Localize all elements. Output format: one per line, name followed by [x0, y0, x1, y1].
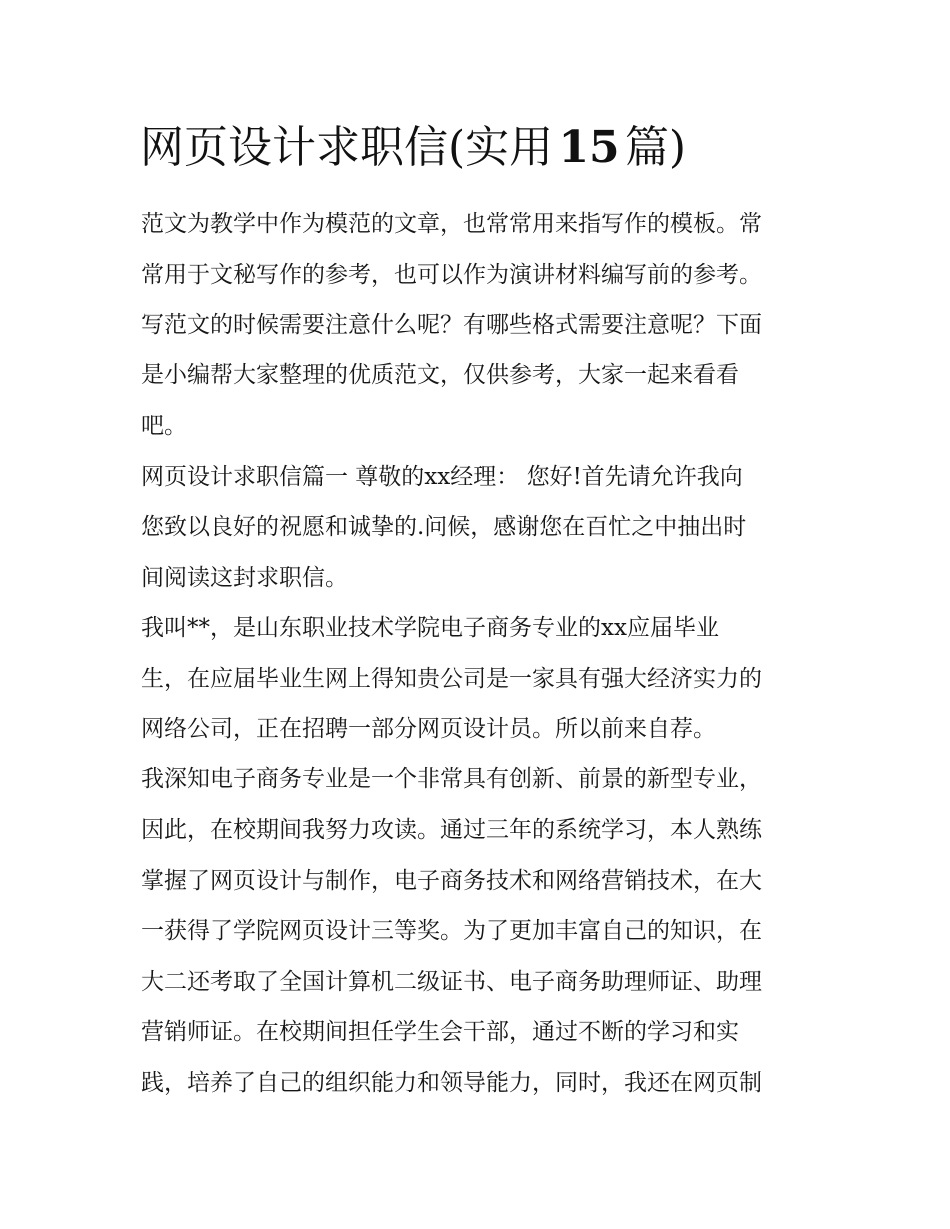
- body-line: 间阅读这封求职信。: [141, 565, 348, 591]
- body-line: 吧。: [141, 413, 187, 439]
- body-line: 营销师证。在校期间担任学生会干部，通过不断的学习和实: [141, 1019, 739, 1045]
- body-line: 大二还考取了全国计算机二级证书、电子商务助理师证、助理: [141, 969, 762, 995]
- document-title: [140, 118, 686, 178]
- body-line: 网络公司，正在招聘一部分网页设计员。所以前来自荐。: [141, 716, 716, 742]
- body-line: 因此，在校期间我努力攻读。通过三年的系统学习，本人熟练: [141, 817, 762, 843]
- body-line: 您致以良好的祝愿和诚挚的.问候，感谢您在百忙之中抽出时: [141, 514, 747, 540]
- body-line: 生，在应届毕业生网上得知贵公司是一家具有强大经济实力的: [141, 666, 762, 692]
- body-line: 我叫**，是山东职业技术学院电子商务专业的xx应届毕业: [141, 615, 719, 641]
- body-line: 网页设计求职信篇一 尊敬的xx经理： 您好!首先请允许我向: [141, 464, 743, 490]
- title-text: 网页设计求职信(实用: [140, 122, 554, 173]
- body-line: 是小编帮大家整理的优质范文，仅供参考，大家一起来看看: [141, 362, 739, 388]
- title-suffix: 篇): [624, 122, 687, 173]
- body-line: 写范文的时候需要注意什么呢？有哪些格式需要注意呢？下面: [141, 312, 762, 338]
- title-number: 15: [558, 122, 620, 173]
- body-line: 掌握了网页设计与制作，电子商务技术和网络营销技术，在大: [141, 868, 762, 894]
- body-line: 常用于文秘写作的参考，也可以作为演讲材料编写前的参考。: [141, 262, 762, 288]
- body-line: 范文为教学中作为模范的文章，也常常用来指写作的模板。常: [141, 211, 762, 237]
- body-line: 我深知电子商务专业是一个非常具有创新、前景的新型专业，: [141, 766, 762, 792]
- body-line: 一获得了学院网页设计三等奖。为了更加丰富自己的知识，在: [141, 918, 762, 944]
- body-line: 践，培养了自己的组织能力和领导能力，同时，我还在网页制: [141, 1070, 762, 1096]
